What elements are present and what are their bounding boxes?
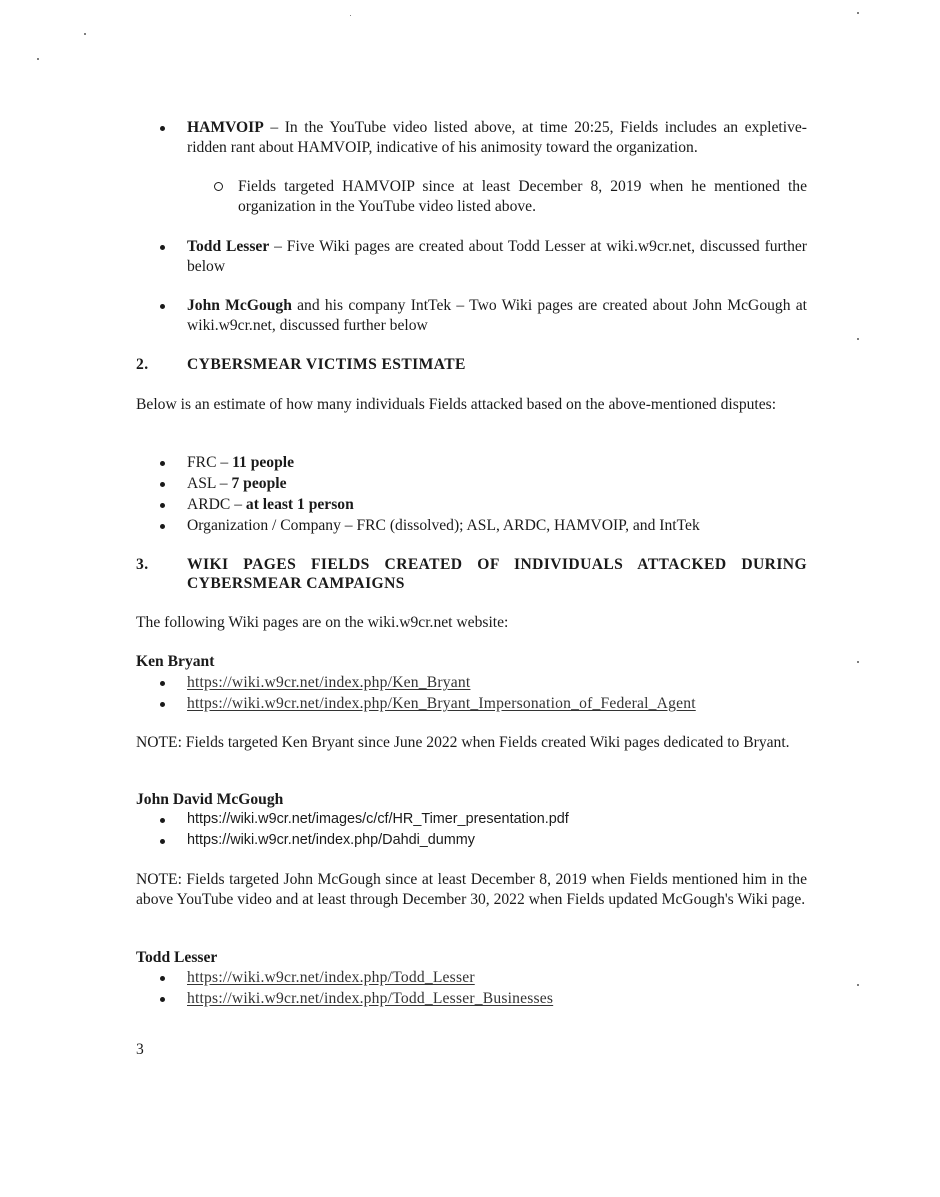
section-3-number: 3. — [136, 556, 149, 573]
scan-speck — [857, 338, 859, 340]
todd-lesser-heading: Todd Lesser — [136, 949, 218, 966]
section-2-title: CYBERSMEAR VICTIMS ESTIMATE — [187, 356, 466, 373]
bullet-lead: HAMVOIP — [187, 119, 264, 136]
estimate-label: ASL – — [187, 475, 232, 492]
bullet-lead: Todd Lesser — [187, 238, 270, 255]
estimate-count: at least 1 person — [245, 496, 354, 513]
ken-bryant-heading: Ken Bryant — [136, 653, 215, 670]
sub-bullet-text: Fields targeted HAMVOIP since at least December 8, 2019 when he mentioned the organization in the YouTube video listed above. — [238, 178, 807, 215]
bullet-lead: John McGough — [187, 297, 292, 314]
john-mcgough-heading: John David McGough — [136, 791, 284, 808]
scan-speck — [857, 12, 859, 14]
circle-bullet-icon — [214, 182, 223, 191]
john-mcgough-dahdi-link[interactable]: https://wiki.w9cr.net/index.php/Dahdi_dummy — [187, 832, 475, 848]
todd-lesser-businesses-link[interactable]: https://wiki.w9cr.net/index.php/Todd_Lesser_Businesses — [187, 990, 554, 1007]
section-3-title-line-2: CYBERSMEAR CAMPAIGNS — [187, 575, 405, 592]
scan-speck — [857, 661, 859, 663]
bullet-text: – In the YouTube video listed above, at time 20:25, Fields includes an expletive-ridden rant about HAMVOIP, indicative of his animosity toward the organization. — [187, 119, 807, 156]
ken-bryant-impersonation-link[interactable]: https://wiki.w9cr.net/index.php/Ken_Bryant_Impersonation_of_Federal_Agent — [187, 695, 696, 712]
section-3-intro: The following Wiki pages are on the wiki.w9cr.net website: — [136, 614, 509, 631]
john-mcgough-pdf-link[interactable]: https://wiki.w9cr.net/images/c/cf/HR_Timer_presentation.pdf — [187, 811, 569, 827]
scan-speck — [84, 33, 86, 35]
ken-bryant-note: NOTE: Fields targeted Ken Bryant since June 2022 when Fields created Wiki pages dedicated to Bryant. — [136, 734, 790, 751]
section-2-intro: Below is an estimate of how many individuals Fields attacked based on the above-mentioned disputes: — [136, 396, 777, 413]
scan-speck — [350, 15, 351, 16]
estimate-label: ARDC – — [187, 496, 246, 513]
scan-speck — [37, 58, 39, 60]
ken-bryant-link[interactable]: https://wiki.w9cr.net/index.php/Ken_Bryant — [187, 674, 471, 691]
estimate-label: Organization / Company – FRC (dissolved); ASL, ARDC, HAMVOIP, and IntTek — [187, 517, 700, 534]
todd-lesser-link[interactable]: https://wiki.w9cr.net/index.php/Todd_Lesser — [187, 969, 475, 986]
estimate-count: 11 people — [232, 454, 295, 471]
estimate-count: 7 people — [231, 475, 287, 492]
bullet-text: and his company IntTek – Two Wiki pages are created about John McGough at wiki.w9cr.net, discussed further below — [187, 297, 807, 334]
estimate-label: FRC – — [187, 454, 233, 471]
section-2-number: 2. — [136, 356, 149, 373]
john-mcgough-note: NOTE: Fields targeted John McGough since at least December 8, 2019 when Fields mentioned him in the above YouTube video and at least through December 30, 2022 when Fields updated McGough's Wiki page. — [136, 871, 807, 908]
section-3-title-line-1: WIKI PAGES FIELDS CREATED OF INDIVIDUALS ATTACKED DURING — [187, 556, 807, 573]
bullet-text: – Five Wiki pages are created about Todd Lesser at wiki.w9cr.net, discussed further below — [187, 238, 807, 275]
scan-speck — [857, 984, 859, 986]
page-number: 3 — [136, 1041, 144, 1058]
